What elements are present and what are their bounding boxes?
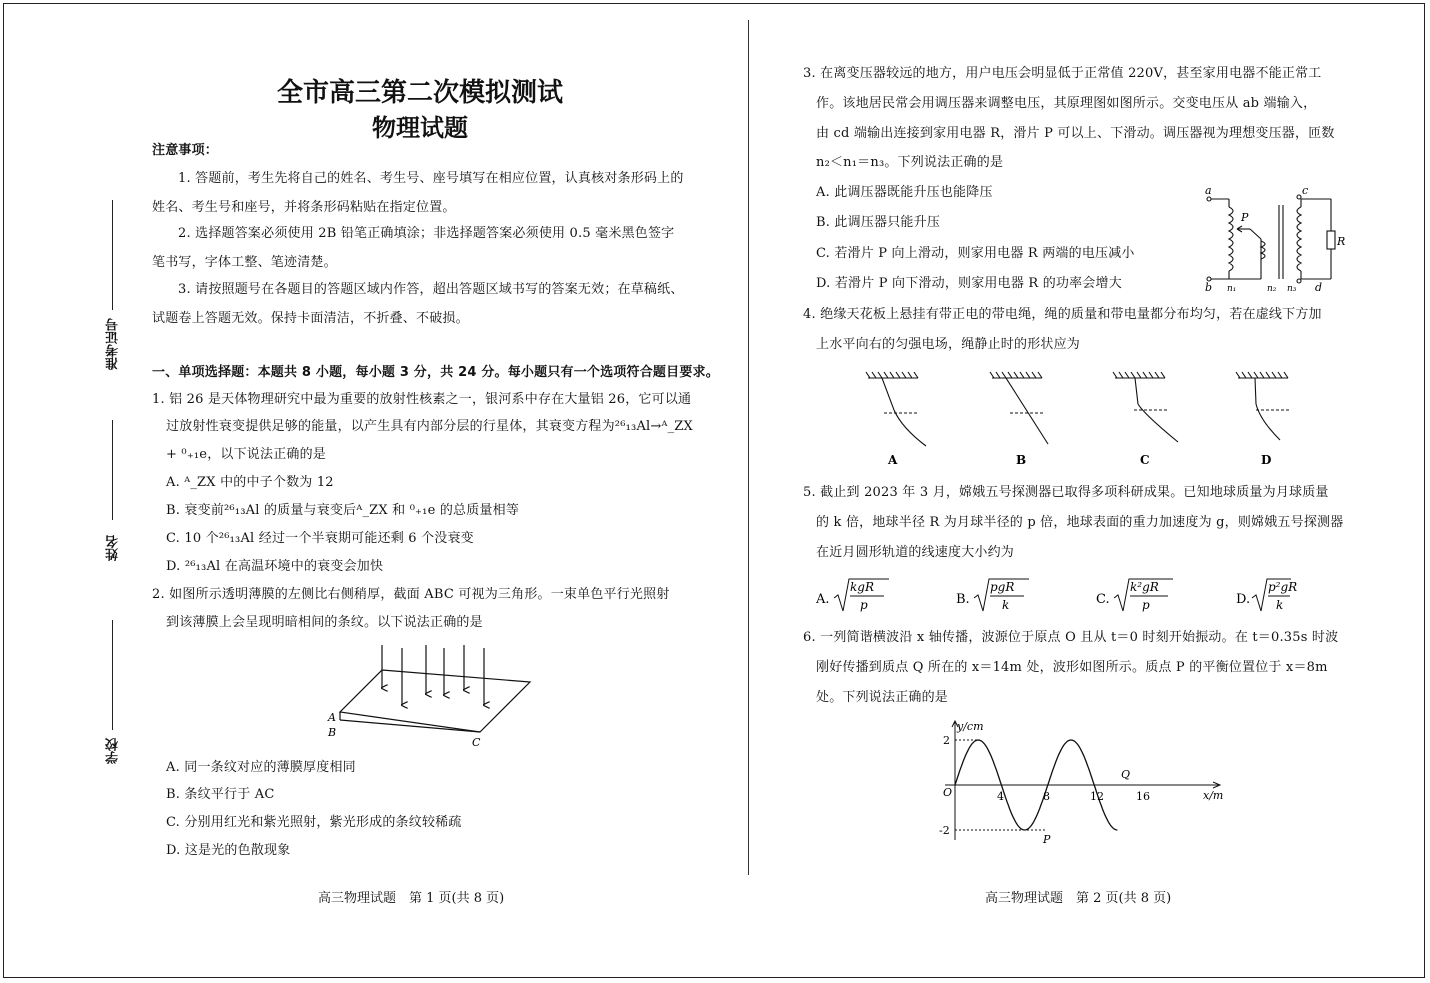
svg-text:A.: A.	[816, 592, 830, 607]
page-footer-2: 高三物理试题 第 2 页(共 8 页)	[985, 891, 1172, 906]
q5-text: 的 k 倍，地球半径 R 为月球半径的 p 倍，地球表面的重力加速度为 g，则嫦娥五号探测器	[816, 515, 1344, 530]
rope-option-label: C	[1140, 453, 1150, 467]
q4-text: 上水平向右的匀强电场，绳静止时的形状应为	[816, 337, 1081, 352]
y-axis-label: y/cm	[957, 720, 984, 733]
terminal-d: d	[1315, 281, 1323, 294]
svg-text:p: p	[860, 598, 868, 612]
point-q-label: Q	[1121, 768, 1131, 781]
svg-text:k²gR: k²gR	[1130, 580, 1159, 594]
q5-options	[812, 576, 1298, 620]
notice-line: 笔书写，字体工整、笔迹清楚。	[152, 255, 337, 270]
q2-option-a: A. 同一条纹对应的薄膜厚度相同	[166, 760, 356, 775]
binding-line	[112, 420, 113, 520]
svg-text:p: p	[1142, 598, 1150, 612]
n1-label: n₁	[1227, 284, 1237, 294]
q5-option-c	[1096, 579, 1173, 612]
y-tick-label: -2	[939, 824, 950, 837]
fig-label-a: A	[328, 711, 336, 724]
notice-line: 试题卷上答题无效。保持卡面清洁，不折叠、不破损。	[152, 311, 469, 326]
svg-text:p²gR: p²gR	[1268, 580, 1298, 594]
q6-text: 处。下列说法正确的是	[816, 690, 949, 705]
q6-text: 刚好传播到质点 Q 所在的 x＝14m 处，波形如图所示。质点 P 的平衡位置位于 x＝8m	[816, 660, 1328, 675]
q3-text: n₂＜n₁＝n₃。下列说法正确的是	[816, 155, 1004, 170]
terminal-c: c	[1302, 184, 1309, 197]
q3-text: 3. 在离变压器较远的地方，用户电压会明显低于正常值 220V，甚至家用电器不能正常工	[803, 66, 1322, 81]
rope-options-figure	[850, 370, 1320, 470]
q3-text: 作。该地居民常会用调压器来调整电压，其原理图如图所示。交变电压从 ab 端输入，	[816, 96, 1317, 111]
q5-option-d	[1236, 579, 1297, 612]
svg-text:pgR: pgR	[990, 580, 1015, 594]
resistor-r-label: R	[1337, 235, 1346, 248]
wave-graph	[935, 718, 1235, 848]
q2-option-b: B. 条纹平行于 AC	[166, 787, 275, 802]
q1-option-b: B. 衰变前²⁶₁₃Al 的质量与衰变后ᴬ_ZX 和 ⁰₊₁e 的总质量相等	[166, 503, 520, 518]
x-tick-label: 4	[997, 790, 1004, 803]
thin-film-figure	[320, 640, 550, 750]
q2-text: 到该薄膜上会呈现明暗相间的条纹。以下说法正确的是	[166, 615, 483, 630]
q1-option-d: D. ²⁶₁₃Al 在高温环境中的衰变会加快	[166, 559, 384, 574]
rope-option-label: B	[1016, 453, 1027, 467]
q1-text: + ⁰₊₁e，以下说法正确的是	[166, 447, 327, 462]
q5-text: 5. 截止到 2023 年 3 月，嫦娥五号探测器已取得多项科研成果。已知地球质量为月球质量	[803, 485, 1329, 500]
name-label: 姓名	[106, 535, 121, 561]
fig-label-c: C	[472, 736, 481, 749]
q2-text: 2. 如图所示透明薄膜的左侧比右侧稍厚，截面 ABC 可视为三角形。一束单色平行光照射	[152, 587, 670, 602]
q1-text: 过放射性衰变提供足够的能量，以产生具有内部分层的行星体，其衰变方程为²⁶₁₃Al→ᴬ_ZX	[166, 419, 693, 434]
svg-text:D.: D.	[1236, 592, 1251, 607]
notice-line: 姓名、考生号和座号，并将条形码粘贴在指定位置。	[152, 200, 456, 215]
terminal-a: a	[1205, 184, 1212, 197]
terminal-b: b	[1205, 281, 1213, 294]
svg-text:k: k	[1276, 598, 1284, 612]
subject-title: 物理试题	[372, 114, 468, 142]
svg-text:kgR: kgR	[850, 580, 874, 594]
q2-option-d: D. 这是光的色散现象	[166, 843, 291, 858]
x-axis-label: x/m	[1203, 789, 1224, 802]
notice-line: 3. 请按照题号在各题目的答题区域内作答，超出答题区域书写的答案无效；在草稿纸、	[178, 282, 684, 297]
notice-line: 1. 答题前，考生先将自己的姓名、考生号、座号填写在相应位置，认真核对条形码上的	[178, 171, 684, 186]
x-tick-label: 8	[1043, 790, 1050, 803]
section-heading: 一、单项选择题：本题共 8 小题，每小题 3 分，共 24 分。每小题只有一个选项符合题目要求。	[152, 365, 719, 380]
rope-option-label: A	[888, 453, 898, 467]
q3-option-d: D. 若滑片 P 向下滑动，则家用电器 R 的功率会增大	[816, 276, 1122, 291]
exam-title: 全市高三第二次模拟测试	[276, 78, 563, 108]
binding-line	[112, 620, 113, 730]
transformer-circuit	[1195, 183, 1355, 293]
svg-text:C.: C.	[1096, 592, 1110, 607]
q3-option-c: C. 若滑片 P 向上滑动，则家用电器 R 两端的电压减小	[816, 246, 1135, 261]
n3-label: n₃	[1287, 284, 1297, 294]
q6-text: 6. 一列简谐横波沿 x 轴传播，波源位于原点 O 且从 t＝0 时刻开始振动。在 t＝0.35s 时波	[803, 630, 1339, 645]
y-tick-label: 2	[943, 734, 950, 747]
school-label: 学校	[106, 738, 121, 764]
rope-option-label: D	[1261, 453, 1272, 467]
ticket-label: 准考证号	[106, 318, 121, 370]
point-p-label: P	[1043, 833, 1051, 846]
q2-option-c: C. 分别用红光和紫光照射，紫光形成的条纹较稀疏	[166, 815, 462, 830]
q5-text: 在近月圆形轨道的线速度大小约为	[816, 545, 1015, 560]
origin-label: O	[943, 786, 953, 799]
q5-option-b	[956, 579, 1029, 612]
q1-option-a: A. ᴬ_ZX 中的中子个数为 12	[166, 475, 334, 490]
svg-text:k: k	[1002, 598, 1010, 612]
binding-line	[112, 200, 113, 310]
q3-option-a: A. 此调压器既能升压也能降压	[816, 185, 993, 200]
page-footer-1: 高三物理试题 第 1 页(共 8 页)	[318, 891, 505, 906]
x-tick-label: 12	[1090, 790, 1104, 803]
q4-text: 4. 绝缘天花板上悬挂有带正电的带电绳，绳的质量和带电量都分布均匀，若在虚线下方加	[803, 307, 1322, 322]
fig-label-b: B	[328, 726, 337, 739]
notice-line: 2. 选择题答案必须使用 2B 铅笔正确填涂；非选择题答案必须使用 0.5 毫米黑色签字	[178, 226, 675, 241]
column-divider	[748, 20, 749, 875]
q1-text: 1. 铝 26 是天体物理研究中最为重要的放射性核素之一，银河系中存在大量铝 26，它可以通	[152, 392, 692, 407]
q3-text: 由 cd 端输出连接到家用电器 R，滑片 P 可以上、下滑动。调压器视为理想变压器，匝数	[816, 126, 1335, 141]
q5-option-a	[815, 579, 889, 612]
notice-heading: 注意事项：	[152, 143, 219, 158]
q3-option-b: B. 此调压器只能升压	[816, 215, 941, 230]
x-tick-label: 16	[1136, 790, 1150, 803]
q1-option-c: C. 10 个²⁶₁₃Al 经过一个半衰期可能还剩 6 个没衰变	[166, 531, 474, 546]
n2-label: n₂	[1267, 284, 1277, 294]
slider-p-label: P	[1241, 211, 1249, 224]
svg-text:B.: B.	[956, 592, 970, 607]
